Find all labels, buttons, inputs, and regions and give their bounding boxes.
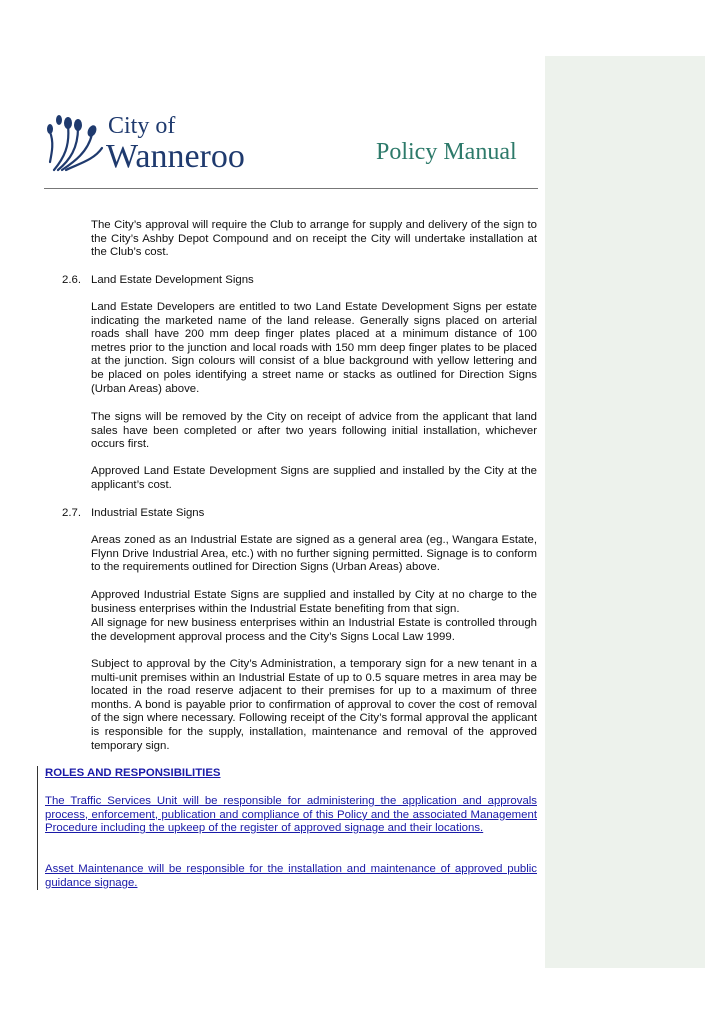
section-2-6-paragraph-1: Land Estate Developers are entitled to two Land Estate Development Signs per estate indicating the marketed name of the land release. Generally signs placed on arterial roads shall have 200 mm deep finger plates placed at a minimum distance of 100 metres prior to the junction and local roads with 150 mm deep finger plates to be placed at the junction. Sign colours will consist of a blue background with yellow lettering and be placed on poles identifying a street name or stacks as outlined for Direction Signs (Urban Areas) above. <box>91 301 537 395</box>
section-2-7-paragraph-3: Subject to approval by the City’s Administration, a temporary sign for a new tenant in a multi-unit premises within an Industrial Estate of up to 0.5 square metres in area may be located in the road reserve adjacent to their premises for up to a maximum of three months. A bond is payable prior to confirmation of approval to cover the cost of removal of the sign where necessary. Following receipt of the City’s formal approval the applicant is responsible for the supply, installation, maintenance and removal of the approved temporary sign. <box>91 658 537 752</box>
header-divider <box>44 188 538 189</box>
section-2-6-paragraph-3: Approved Land Estate Development Signs are supplied and installed by the City at the applicant’s cost. <box>91 465 537 491</box>
section-number: 2.7. <box>62 507 81 519</box>
logo-text-line2: Wanneroo <box>106 138 245 175</box>
section-2-7-paragraph-1: Areas zoned as an Industrial Estate are signed as a general area (eg., Wangara Estate, Flynn Drive Industrial Area, etc.) with no further signing permitted. Signage is to conform to the requirements outlined for Direction Signs (Urban Areas) above. <box>91 534 537 574</box>
roles-heading: ROLES AND RESPONSIBILITIES <box>45 767 221 779</box>
logo-text-line1: City of <box>108 113 176 139</box>
city-logo <box>44 112 274 174</box>
roles-paragraph-1: The Traffic Services Unit will be responsible for administering the application and approvals process, enforcement, publication and compliance of this Policy and the associated Management Procedure including the upkeep of the register of approved signage and their locations. <box>45 795 537 835</box>
margin-panel <box>545 56 705 968</box>
roles-paragraph-2: Asset Maintenance will be responsible for the installation and maintenance of approved public guidance signage. <box>45 863 537 889</box>
section-2-6-heading <box>62 274 532 288</box>
kangaroo-paw-icon <box>44 112 106 174</box>
intro-paragraph: The City’s approval will require the Club to arrange for supply and delivery of the sign to the City’s Ashby Depot Compound and on receipt the City will undertake installation at the Club’s cost. <box>91 219 537 259</box>
section-number: 2.6. <box>62 274 81 286</box>
section-2-7-paragraph-2a: Approved Industrial Estate Signs are supplied and installed by City at no charge to the business enterprises within the Industrial Estate benefiting from that sign. <box>91 589 537 615</box>
section-2-7-heading <box>62 507 532 521</box>
section-2-7-paragraph-2b: All signage for new business enterprises within an Industrial Estate is controlled through the development approval process and the City’s Signs Local Law 1999. <box>91 617 537 643</box>
section-2-6-paragraph-2: The signs will be removed by the City on receipt of advice from the applicant that land sales have been completed or after two years following initial installation, whichever occurs first. <box>91 411 537 451</box>
section-title: Industrial Estate Signs <box>91 507 205 519</box>
document-title: Policy Manual <box>376 139 517 165</box>
change-bar <box>37 766 38 890</box>
section-title: Land Estate Development Signs <box>91 274 254 286</box>
